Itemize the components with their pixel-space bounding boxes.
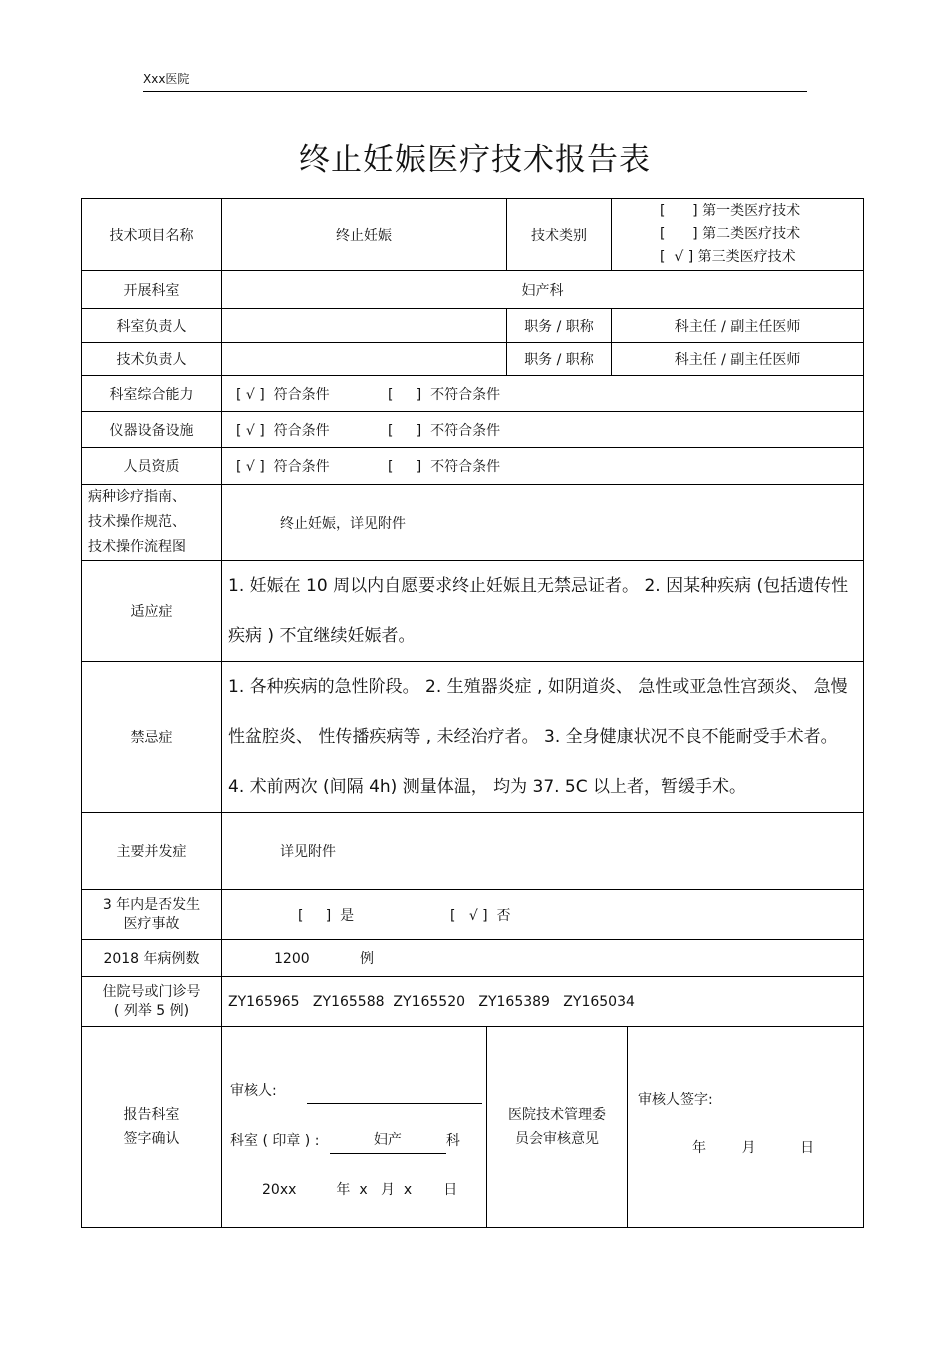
label-contraindications: 禁忌症 — [82, 662, 222, 813]
label-staff: 人员资质 — [82, 448, 222, 485]
row-case-ids — [82, 977, 864, 1027]
label-indications: 适应症 — [82, 561, 222, 662]
dept-seal-value[interactable]: 妇产 — [330, 1127, 446, 1154]
option-no[interactable]: [ ] 不符合条件 — [388, 386, 501, 403]
label-department: 开展科室 — [82, 271, 222, 309]
value-tech-head[interactable] — [222, 343, 507, 376]
dept-seal-label: 科室 ( 印章 ) : — [230, 1133, 320, 1149]
tech-type-options — [612, 199, 864, 271]
label-case-ids: 住院号或门诊号 ( 列举 5 例) — [82, 977, 222, 1027]
label-tech-type: 技术类别 — [507, 199, 612, 271]
label-tech-head-title: 职务 / 职称 — [507, 343, 612, 376]
signer-label: 审核人签字: — [638, 1092, 713, 1108]
row-guidelines — [82, 485, 864, 561]
option-no[interactable]: [ ] 不符合条件 — [388, 422, 501, 439]
value-tech-head-title: 科主任 / 副主任医师 — [612, 343, 864, 376]
options-dept-capability — [222, 376, 864, 412]
row-department — [82, 271, 864, 309]
value-complications: 详见附件 — [222, 813, 864, 890]
tech-type-option[interactable]: [ ] 第二类医疗技术 — [660, 226, 801, 242]
label-accident: 3 年内是否发生 医疗事故 — [82, 890, 222, 940]
header-rule — [143, 91, 807, 92]
value-case-ids: ZY165965 ZY165588 ZY165520 ZY165389 ZY165034 — [222, 977, 864, 1027]
value-department: 妇产科 — [222, 271, 864, 309]
row-dept-head — [82, 309, 864, 343]
row-accident — [82, 890, 864, 940]
value-dept-head-title: 科主任 / 副主任医师 — [612, 309, 864, 343]
row-tech-name — [82, 199, 864, 271]
row-contraindications — [82, 662, 864, 813]
tech-type-option[interactable]: [ ] 第一类医疗技术 — [660, 203, 801, 219]
case-unit: 例 — [360, 951, 374, 967]
value-guidelines: 终止妊娠，详见附件 — [222, 485, 864, 561]
options-accident — [222, 890, 864, 940]
options-equipment — [222, 412, 864, 448]
reviewer-signature-line[interactable] — [307, 1077, 482, 1104]
label-sign: 报告科室 签字确认 — [82, 1027, 222, 1228]
row-staff — [82, 448, 864, 485]
row-sign — [82, 1027, 864, 1228]
value-cases — [222, 940, 864, 977]
sign-date: 20xx 年 x 月 x 日 — [262, 1182, 458, 1198]
options-staff — [222, 448, 864, 485]
value-contraindications: 1. 各种疾病的急性阶段。 2. 生殖器炎症 , 如阴道炎、 急性或亚急性宫颈炎、 急慢性盆腔炎、 性传播疾病等 , 未经治疗者。 3. 全身健康状况不良不能耐受手术者。 4. 术前两次 (间隔 4h) 测量体温， 均为 37. 5C 以上者，暂缓手术。 — [222, 662, 864, 813]
value-indications: 1. 妊娠在 10 周以内自愿要求终止妊娠且无禁忌证者。 2. 因某种疾病 (包括遗传性疾病 ) 不宜继续妊娠者。 — [222, 561, 864, 662]
reviewer-label: 审核人: — [230, 1083, 277, 1099]
label-equipment: 仪器设备设施 — [82, 412, 222, 448]
label-tech-name: 技术项目名称 — [82, 199, 222, 271]
option-no[interactable]: [ √ ] 否 — [450, 907, 511, 924]
option-yes[interactable]: [ ] 是 — [298, 907, 355, 924]
committee-sign-area — [628, 1027, 864, 1228]
label-dept-head: 科室负责人 — [82, 309, 222, 343]
row-cases — [82, 940, 864, 977]
row-equipment — [82, 412, 864, 448]
tech-type-option[interactable]: [ √ ] 第三类医疗技术 — [660, 249, 796, 265]
option-yes[interactable]: [ √ ] 符合条件 — [236, 422, 330, 439]
signer-date: 年 月 日 — [692, 1140, 815, 1156]
row-indications — [82, 561, 864, 662]
value-tech-name: 终止妊娠 — [222, 199, 507, 271]
label-tech-head: 技术负责人 — [82, 343, 222, 376]
label-cases: 2018 年病例数 — [82, 940, 222, 977]
hospital-name: Xxx医院 — [143, 72, 190, 86]
label-complications: 主要并发症 — [82, 813, 222, 890]
row-dept-capability — [82, 376, 864, 412]
dept-suffix: 科 — [445, 1133, 460, 1149]
page-title: 终止妊娠医疗技术报告表 — [299, 142, 651, 178]
label-dept-capability: 科室综合能力 — [82, 376, 222, 412]
committee-label: 医院技术管理委 员会审核意见 — [487, 1027, 628, 1228]
row-complications — [82, 813, 864, 890]
case-count: 1200 — [274, 951, 310, 967]
value-dept-head[interactable] — [222, 309, 507, 343]
report-form-table — [81, 198, 864, 1228]
label-guidelines: 病种诊疗指南、 技术操作规范、 技术操作流程图 — [82, 485, 222, 561]
row-tech-head — [82, 343, 864, 376]
option-yes[interactable]: [ √ ] 符合条件 — [236, 386, 330, 403]
option-no[interactable]: [ ] 不符合条件 — [388, 459, 501, 475]
option-yes[interactable]: [ √ ] 符合条件 — [236, 459, 330, 475]
label-dept-head-title: 职务 / 职称 — [507, 309, 612, 343]
sign-department-area — [222, 1027, 487, 1228]
